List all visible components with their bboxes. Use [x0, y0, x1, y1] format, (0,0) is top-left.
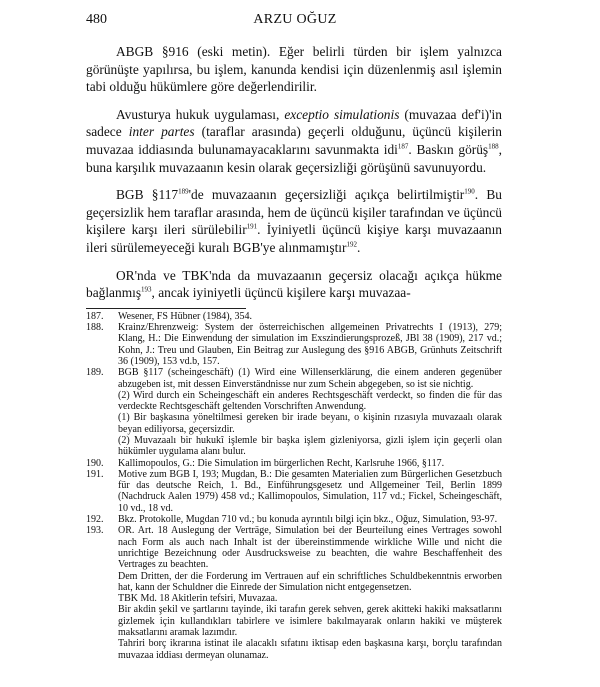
- latin-term-inter-partes: inter partes: [128, 124, 195, 140]
- footnote-number: 193.: [86, 525, 104, 537]
- footnote-190: [86, 458, 502, 469]
- footnote-line: Bir akdin şekil ve şartlarını tayinde, iki tarafın gerek sehven, gerek akitteki hakiki maksatlarını gizlemek için kullandıkları tabirlere ve isimlere bakılmayarak onların hakiki ve müşterek maksatlarını aramak lazımdır.: [118, 604, 502, 639]
- text-segment: , buna karşılık muvazaanın kesin olarak geçersizliği görüşünü savunuyordu.: [86, 141, 502, 175]
- footnote-line: BGB §117 (scheingeschäft) (1) Wird eine Willenserklärung, die einem anderen gegenüber abzugeben ist, mit dessen Einverständnisse nur zum Schein abgegeben, so ist sie nichtig.: [118, 367, 502, 390]
- text-segment: (muvazaa def'i)'in sadece: [86, 106, 502, 140]
- page-number: 480: [86, 12, 107, 27]
- text-segment: . Bu geçersizlik hem taraflar arasında, hem de üçüncü kişiler tarafından ve üçüncü kişilere karşı ileri sürülebilir: [86, 187, 502, 238]
- footnote-193: [86, 525, 502, 661]
- text-segment: . İyiniyetli üçüncü kişiye karşı muvazaanın ileri sürülemeyeceği kuralı BGB'ye alınmamıştır: [86, 222, 502, 255]
- footnote-187: [86, 311, 502, 322]
- footnote-line: (2) Wird durch ein Scheingeschäft ein anderes Rechtsgeschäft verdeckt, so finden die für das verdeckte Rechtsgeschäft geltenden Vorschriften Anwendung.: [118, 389, 502, 413]
- footnote-ref-188[interactable]: 188: [488, 142, 499, 151]
- footnote-line: TBK Md. 18 Akitlerin tefsiri, Muvazaa.: [118, 593, 278, 605]
- text-segment: BGB §117: [116, 187, 179, 203]
- footnote-line: Tahriri borç ikrarına istinat ile alacaklı sıfatını iktisap eden başkasına karşı, borçlu tarafından muvazaa iddiası dermeyan olunamaz.: [118, 638, 502, 661]
- paragraph-abgb-916: [86, 43, 502, 96]
- footnote-ref-191[interactable]: 191: [246, 222, 258, 231]
- footnotes: [86, 311, 502, 661]
- footnote-line: Kallimopoulos, G.: Die Simulation im bürgerlichen Recht, Karlsruhe 1966, §117.: [118, 457, 445, 469]
- paragraph-text: ABGB §916 (eski metin). Eğer belirli türden bir işlem yalnızca görünüşte yapılırsa, bu işlem, kanunda kendisi için düzenlenmiş asıl işlemin tabi olduğu hükümlere göre değerlendirilir.: [86, 44, 502, 95]
- footnote-ref-193[interactable]: 193: [141, 285, 152, 294]
- footnote-ref-187[interactable]: 187: [397, 142, 409, 151]
- footnote-line: (1) Bir başkasına yöneltilmesi gereken bir irade beyanı, o kişinin rızasıyla muvazaalı olarak beyan ediliyorsa, geçersizdir.: [118, 412, 502, 435]
- footnote-line: Dem Dritten, der die Forderung im Vertrauen auf ein schriftliches Schuldbekenntnis erworben hat, kann der Schuldner die Einrede der Simulation nicht entgegensetzen.: [118, 570, 502, 593]
- footnote-number: 187.: [86, 310, 104, 322]
- text-segment: .: [356, 239, 361, 255]
- text-segment: 'de muvazaanın geçersizliği açıkça belirtilmiştir: [188, 187, 465, 203]
- paragraph-austrian-practice: [86, 106, 502, 176]
- footnote-192: [86, 514, 502, 525]
- footnote-ref-192[interactable]: 192: [346, 240, 357, 249]
- footnote-line: (2) Muvazaalı bir hukukî işlemle bir başka işlem gizleniyorsa, gizli işlem için geçerli olan hükümler uygulama alanı bulur.: [118, 434, 502, 458]
- paragraph-or-tbk: [86, 267, 502, 302]
- latin-term-exceptio: exceptio simulationis: [284, 106, 400, 122]
- footnote-ref-190[interactable]: 190: [464, 187, 475, 196]
- footnote-line: Krainz/Ehrenzweig: System der österreichischen allgemeinen Privatrechts I (1913), 279; Klang, H.: Die Einwendung der simulation im Exszindierungsprozeß, JBl 38 (1909), 217 vd.; Kohn, J.: Treu und Glauben, Ein Beitrag zur Auslegung des §916 ABGB, Grünhuts Zeitschrift 36 (1909), 153 vd.b, 157.: [118, 322, 502, 367]
- footnote-ref-189[interactable]: 189: [178, 187, 189, 196]
- footnote-number: 189.: [86, 367, 104, 379]
- text-segment: . Baskın görüş: [408, 141, 489, 157]
- main-text: [86, 43, 502, 661]
- footnote-line: Bkz. Protokolle, Mugdan 710 vd.; bu konuda ayrıntılı bilgi için bkz., Oğuz, Simulation, 93-97.: [118, 514, 498, 526]
- text-segment: , ancak iyiniyetli üçüncü kişilere karşı muvazaa-: [151, 285, 411, 301]
- text-segment: OR'nda ve TBK'nda da muvazaanın geçersiz olacağı açıkça hükme bağlanmış: [86, 267, 502, 301]
- footnote-number: 192.: [86, 514, 104, 526]
- footnote-189: [86, 367, 502, 457]
- footnote-191: [86, 469, 502, 514]
- text-segment: (taraflar arasında) geçerli olduğunu, üçüncü kişilerin muvazaa iddiasında bulunamayacaklarını savunmakta idi: [86, 124, 502, 157]
- footnote-line: Wesener, FS Hübner (1984), 354.: [118, 310, 253, 322]
- footnote-separator: [86, 308, 246, 309]
- footnote-188: [86, 322, 502, 367]
- paragraph-bgb-117: [86, 186, 502, 256]
- footnote-number: 191.: [86, 468, 104, 480]
- footnote-line: OR. Art. 18 Auslegung der Verträge, Simulation bei der Beurteilung eines Vertrages sowohl nach Form als auch nach Inhalt ist der übereinstimmende wirkliche Wille und nicht die unrichtige Bezeichnung oder Ausdrucksweise zu beachten, die wahre Beschaffenheit des Vertrages zu beachten.: [118, 525, 502, 571]
- running-header-author: ARZU OĞUZ: [253, 12, 337, 27]
- text-segment: Avusturya hukuk uygulaması,: [116, 106, 285, 122]
- footnote-line: Motive zum BGB I, 193; Mugdan, B.: Die gesamten Materialien zum Bürgerlichen Gesetzbuch für das deutsche Reich, 1. Bd., Einführungsgesetz und Allgemeiner Teil, Berlin 1899 (Nachdruck Aalen 1979) 458 vd.; Kallimopoulos, Simulation, 117 vd.; Fickel, Scheingeschäft, 10 vd., 18 vd.: [118, 468, 502, 514]
- running-header: [86, 12, 504, 30]
- footnote-number: 188.: [86, 322, 104, 334]
- footnote-number: 190.: [86, 457, 104, 469]
